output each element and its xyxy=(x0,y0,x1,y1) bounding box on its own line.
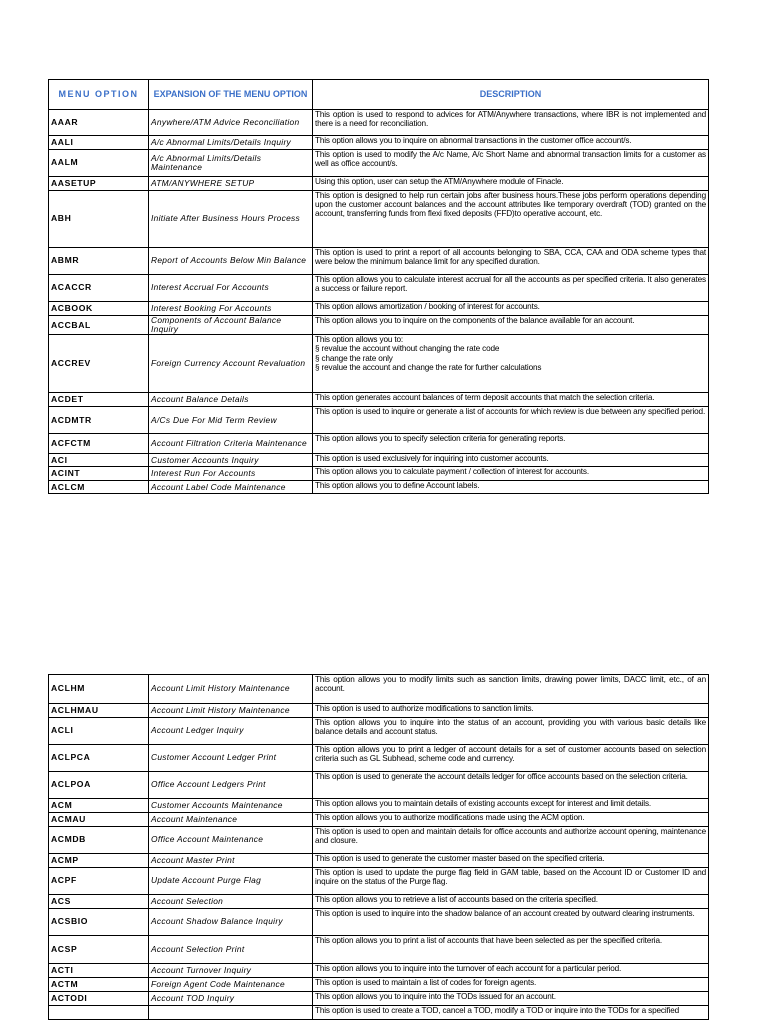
table-row xyxy=(49,745,709,772)
menu-option-code: ACACCR xyxy=(49,275,149,302)
table-row xyxy=(49,316,709,335)
menu-option-description: This option is used to maintain a list of codes for foreign agents. xyxy=(313,978,709,992)
menu-option-code: ACTM xyxy=(49,978,149,992)
menu-option-description: This option generates account balances of term deposit accounts that match the selection criteria. xyxy=(313,393,709,407)
menu-option-code: ACLCM xyxy=(49,481,149,494)
menu-option-description: Using this option, user can setup the ATM/Anywhere module of Finacle. xyxy=(313,177,709,191)
table-row xyxy=(49,248,709,275)
menu-option-expansion: Account Selection Print xyxy=(149,936,313,964)
table-row xyxy=(49,704,709,718)
table-row xyxy=(49,136,709,150)
menu-option-description: This option allows you to inquire into the TODs issued for an account. xyxy=(313,992,709,1006)
table-row xyxy=(49,454,709,467)
table-row xyxy=(49,481,709,494)
menu-option-expansion: Office Account Maintenance xyxy=(149,827,313,854)
table-row xyxy=(49,936,709,964)
menu-option-description: This option allows you to: § revalue the account without changing the rate code § change the rate only § revalue the account and change the rate for further calculations xyxy=(313,335,709,393)
menu-option-description: This option allows you to calculate interest accrual for all the accounts as per specified criteria. It also generates a success or failure report. xyxy=(313,275,709,302)
menu-option-code: ACSP xyxy=(49,936,149,964)
table-row xyxy=(49,150,709,177)
menu-option-code: ACM xyxy=(49,799,149,813)
menu-option-code: ACMP xyxy=(49,854,149,868)
menu-option-description: This option is used to print a report of all accounts belonging to SBA, CCA, CAA and ODA scheme types that were below the minimum balance limit for any specified duration. xyxy=(313,248,709,275)
table-row xyxy=(49,177,709,191)
menu-option-code: ACTI xyxy=(49,964,149,978)
table-row xyxy=(49,675,709,704)
menu-option-description: This option allows you to inquire on the components of the balance available for an account. xyxy=(313,316,709,335)
menu-option-description: This option is used to generate the account details ledger for office accounts based on the selection criteria. xyxy=(313,772,709,799)
menu-option-description: This option allows you to modify limits such as sanction limits, drawing power limits, DACC limit, etc., of an account. xyxy=(313,675,709,704)
menu-option-expansion: Foreign Currency Account Revaluation xyxy=(149,335,313,393)
table-row xyxy=(49,191,709,248)
menu-option-code: ACLI xyxy=(49,718,149,745)
menu-option-description: This option is used to generate the customer master based on the specified criteria. xyxy=(313,854,709,868)
menu-option-expansion: Interest Booking For Accounts xyxy=(149,302,313,316)
menu-option-code: ACTODI xyxy=(49,992,149,1006)
menu-option-expansion: Report of Accounts Below Min Balance xyxy=(149,248,313,275)
menu-option-expansion: Interest Run For Accounts xyxy=(149,467,313,481)
table-row xyxy=(49,302,709,316)
menu-option-description: This option allows you to inquire into the turnover of each account for a particular period. xyxy=(313,964,709,978)
menu-option-expansion: Foreign Agent Code Maintenance xyxy=(149,978,313,992)
menu-option-code xyxy=(49,1006,149,1020)
menu-option-description: This option allows you to specify selection criteria for generating reports. xyxy=(313,434,709,454)
menu-option-expansion: Office Account Ledgers Print xyxy=(149,772,313,799)
table-row xyxy=(49,434,709,454)
table-row xyxy=(49,1006,709,1020)
menu-option-code: ACLPOA xyxy=(49,772,149,799)
menu-option-code: ACMAU xyxy=(49,813,149,827)
menu-option-expansion: Account Label Code Maintenance xyxy=(149,481,313,494)
table-row xyxy=(49,467,709,481)
table-row xyxy=(49,110,709,136)
menu-option-expansion: Account Ledger Inquiry xyxy=(149,718,313,745)
header-description: DESCRIPTION xyxy=(313,80,709,110)
menu-option-description: This option allows you to inquire into the status of an account, providing you with various basic details like balance details and account status. xyxy=(313,718,709,745)
menu-option-description: This option allows you to calculate payment / collection of interest for accounts. xyxy=(313,467,709,481)
table-row xyxy=(49,718,709,745)
table-row xyxy=(49,909,709,936)
menu-options-table-2 xyxy=(48,674,709,1020)
menu-option-code: AALM xyxy=(49,150,149,177)
menu-option-description: This option is designed to help run certain jobs after business hours.These jobs perform operations depending upon the customer account balances and the account attributes like temporary overdraft (TOD) granted on the account, transferring funds from flexi fixed deposits (FFD)to operative account, etc. xyxy=(313,191,709,248)
table-row xyxy=(49,799,709,813)
table-row xyxy=(49,964,709,978)
menu-options-table-1 xyxy=(48,79,709,494)
menu-option-description: This option is used to open and maintain details for office accounts and authorize account opening, maintenance and closure. xyxy=(313,827,709,854)
menu-option-description: This option is used to inquire or generate a list of accounts for which review is due between any specified period. xyxy=(313,407,709,434)
table-row xyxy=(49,854,709,868)
menu-option-expansion: ATM/ANYWHERE SETUP xyxy=(149,177,313,191)
menu-option-expansion: Account Limit History Maintenance xyxy=(149,675,313,704)
table-row xyxy=(49,335,709,393)
menu-option-expansion: A/c Abnormal Limits/Details Inquiry xyxy=(149,136,313,150)
menu-option-code: ACDMTR xyxy=(49,407,149,434)
menu-option-description: This option is used to authorize modifications to sanction limits. xyxy=(313,704,709,718)
menu-option-code: ACLHMAU xyxy=(49,704,149,718)
menu-option-description: This option allows you to maintain details of existing accounts except for interest and limit details. xyxy=(313,799,709,813)
menu-option-expansion: A/Cs Due For Mid Term Review xyxy=(149,407,313,434)
menu-option-code: ACCREV xyxy=(49,335,149,393)
menu-option-expansion xyxy=(149,1006,313,1020)
table-row xyxy=(49,868,709,895)
menu-option-description: This option is used to inquire into the shadow balance of an account created by outward clearing instruments. xyxy=(313,909,709,936)
menu-option-expansion: Initiate After Business Hours Process xyxy=(149,191,313,248)
menu-option-code: ACLPCA xyxy=(49,745,149,772)
menu-option-code: ACCBAL xyxy=(49,316,149,335)
menu-option-code: ACDET xyxy=(49,393,149,407)
table-row xyxy=(49,407,709,434)
menu-option-description: This option is used to respond to advices for ATM/Anywhere transactions, where IBR is not implemented and there is a need for reconciliation. xyxy=(313,110,709,136)
table-header-row xyxy=(49,80,709,110)
menu-option-description: This option is used to modify the A/c Name, A/c Short Name and abnormal transaction limits for a customer as well as office account/s. xyxy=(313,150,709,177)
menu-option-code: ACS xyxy=(49,895,149,909)
menu-option-expansion: Account TOD Inquiry xyxy=(149,992,313,1006)
header-menu-option: MENU OPTION xyxy=(49,80,149,110)
menu-option-code: AALI xyxy=(49,136,149,150)
table-row xyxy=(49,813,709,827)
menu-option-expansion: Account Selection xyxy=(149,895,313,909)
menu-option-expansion: Account Maintenance xyxy=(149,813,313,827)
menu-option-expansion: Components of Account Balance Inquiry xyxy=(149,316,313,335)
header-expansion: EXPANSION OF THE MENU OPTION xyxy=(149,80,313,110)
table-row xyxy=(49,772,709,799)
menu-option-description: This option allows you to inquire on abnormal transactions in the customer office account/s. xyxy=(313,136,709,150)
menu-option-expansion: A/c Abnormal Limits/Details Maintenance xyxy=(149,150,313,177)
menu-option-expansion: Account Turnover Inquiry xyxy=(149,964,313,978)
menu-option-expansion: Update Account Purge Flag xyxy=(149,868,313,895)
menu-option-description: This option allows you to print a list of accounts that have been selected as per the specified criteria. xyxy=(313,936,709,964)
table-row xyxy=(49,275,709,302)
table-row xyxy=(49,895,709,909)
menu-option-expansion: Account Master Print xyxy=(149,854,313,868)
menu-option-code: ACPF xyxy=(49,868,149,895)
menu-option-description: This option is used to create a TOD, cancel a TOD, modify a TOD or inquire into the TODs for a specified xyxy=(313,1006,709,1020)
table-row xyxy=(49,978,709,992)
menu-option-expansion: Customer Accounts Maintenance xyxy=(149,799,313,813)
menu-option-code: ACMDB xyxy=(49,827,149,854)
menu-option-expansion: Interest Accrual For Accounts xyxy=(149,275,313,302)
menu-option-code: ACI xyxy=(49,454,149,467)
menu-option-code: ACFCTM xyxy=(49,434,149,454)
menu-option-description: This option is used exclusively for inquiring into customer accounts. xyxy=(313,454,709,467)
menu-option-description: This option allows you to define Account labels. xyxy=(313,481,709,494)
menu-option-code: ACINT xyxy=(49,467,149,481)
menu-option-expansion: Anywhere/ATM Advice Reconciliation xyxy=(149,110,313,136)
menu-option-code: ABMR xyxy=(49,248,149,275)
menu-option-expansion: Account Balance Details xyxy=(149,393,313,407)
menu-option-code: ABH xyxy=(49,191,149,248)
menu-option-code: ACBOOK xyxy=(49,302,149,316)
menu-option-code: ACLHM xyxy=(49,675,149,704)
menu-option-expansion: Account Shadow Balance Inquiry xyxy=(149,909,313,936)
menu-option-code: AASETUP xyxy=(49,177,149,191)
menu-option-description: This option allows you to retrieve a list of accounts based on the criteria specified. xyxy=(313,895,709,909)
menu-option-expansion: Account Limit History Maintenance xyxy=(149,704,313,718)
menu-option-description: This option allows amortization / booking of interest for accounts. xyxy=(313,302,709,316)
menu-option-description: This option allows you to print a ledger of account details for a set of customer accounts based on selection criteria such as GL Subhead, scheme code and currency. xyxy=(313,745,709,772)
table-row xyxy=(49,393,709,407)
menu-option-expansion: Customer Account Ledger Print xyxy=(149,745,313,772)
menu-option-expansion: Account Filtration Criteria Maintenance xyxy=(149,434,313,454)
menu-option-expansion: Customer Accounts Inquiry xyxy=(149,454,313,467)
menu-option-description: This option is used to update the purge flag field in GAM table, based on the Account ID or Customer ID and inquire on the status of the Purge flag. xyxy=(313,868,709,895)
menu-option-code: AAAR xyxy=(49,110,149,136)
menu-option-code: ACSBIO xyxy=(49,909,149,936)
menu-option-description: This option allows you to authorize modifications made using the ACM option. xyxy=(313,813,709,827)
table-row xyxy=(49,827,709,854)
table-row xyxy=(49,992,709,1006)
